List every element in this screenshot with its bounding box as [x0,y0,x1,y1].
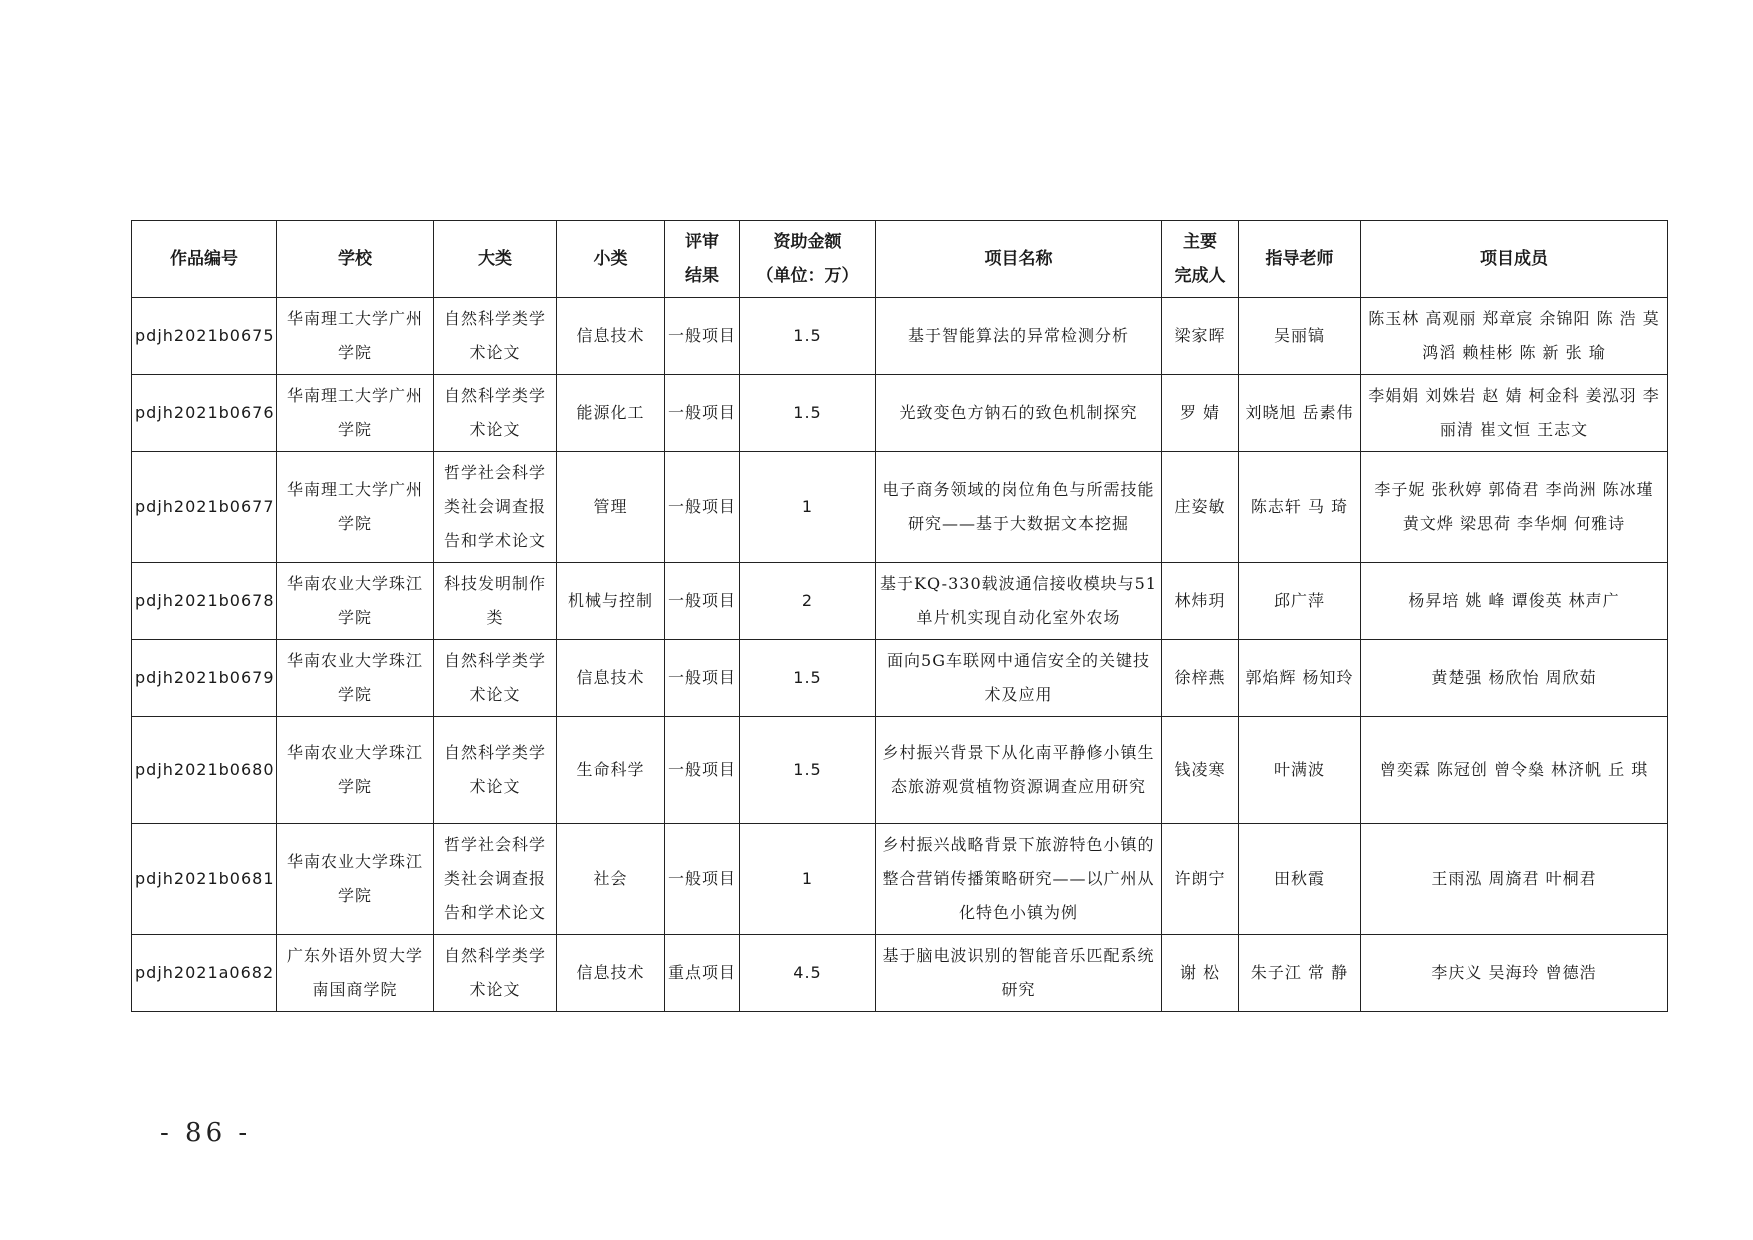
cell-id: pdjh2021b0679 [132,640,277,717]
header-project: 项目名称 [876,221,1162,298]
cell-amount: 1 [740,824,876,935]
cell-school: 华南农业大学珠江学院 [277,717,434,824]
cell-leader: 罗 婧 [1162,375,1239,452]
cell-leader: 梁家晖 [1162,298,1239,375]
cell-members: 李庆义 吴海玲 曾德浩 [1361,935,1668,1012]
header-leader-line2: 完成人 [1174,266,1226,286]
cell-category: 自然科学类学术论文 [434,640,557,717]
cell-subcategory: 机械与控制 [557,563,665,640]
cell-leader: 钱凌寒 [1162,717,1239,824]
cell-amount: 4.5 [740,935,876,1012]
header-advisor: 指导老师 [1239,221,1361,298]
cell-amount: 1.5 [740,640,876,717]
cell-category: 哲学社会科学类社会调查报告和学术论文 [434,452,557,563]
cell-id: pdjh2021b0680 [132,717,277,824]
table-row [132,375,1668,452]
cell-leader: 许朗宁 [1162,824,1239,935]
cell-leader: 徐梓燕 [1162,640,1239,717]
cell-subcategory: 生命科学 [557,717,665,824]
cell-subcategory: 信息技术 [557,935,665,1012]
header-amount [740,221,876,298]
cell-members: 李娟娟 刘姝岩 赵 婧 柯金科 姜泓羽 李丽清 崔文恒 王志文 [1361,375,1668,452]
cell-subcategory: 信息技术 [557,298,665,375]
header-result-line2: 结果 [685,266,719,286]
funding-results-table [131,220,1668,1012]
cell-advisor: 朱子江 常 静 [1239,935,1361,1012]
cell-project: 基于KQ-330载波通信接收模块与51单片机实现自动化室外农场 [876,563,1162,640]
cell-id: pdjh2021b0676 [132,375,277,452]
cell-result: 一般项目 [665,563,740,640]
cell-leader: 林炜玥 [1162,563,1239,640]
cell-amount: 1.5 [740,717,876,824]
cell-project: 光致变色方钠石的致色机制探究 [876,375,1162,452]
table-row [132,640,1668,717]
table-row [132,717,1668,824]
cell-result: 重点项目 [665,935,740,1012]
cell-members: 杨昇培 姚 峰 谭俊英 林声广 [1361,563,1668,640]
cell-members: 曾奕霖 陈冠创 曾令燊 林济帆 丘 琪 [1361,717,1668,824]
cell-category: 自然科学类学术论文 [434,298,557,375]
header-members: 项目成员 [1361,221,1668,298]
cell-result: 一般项目 [665,717,740,824]
cell-members: 李子妮 张秋婷 郭倚君 李尚洲 陈冰瑾 黄文烨 梁思荷 李华炯 何雅诗 [1361,452,1668,563]
cell-subcategory: 社会 [557,824,665,935]
cell-school: 华南理工大学广州学院 [277,298,434,375]
cell-school: 广东外语外贸大学南国商学院 [277,935,434,1012]
cell-school: 华南农业大学珠江学院 [277,640,434,717]
cell-project: 基于脑电波识别的智能音乐匹配系统研究 [876,935,1162,1012]
cell-members: 王雨泓 周旖君 叶桐君 [1361,824,1668,935]
cell-advisor: 陈志轩 马 琦 [1239,452,1361,563]
cell-school: 华南理工大学广州学院 [277,375,434,452]
cell-advisor: 邱广萍 [1239,563,1361,640]
header-result [665,221,740,298]
cell-school: 华南农业大学珠江学院 [277,563,434,640]
cell-members: 黄楚强 杨欣怡 周欣茹 [1361,640,1668,717]
table-row [132,452,1668,563]
cell-result: 一般项目 [665,298,740,375]
table-row [132,563,1668,640]
cell-category: 自然科学类学术论文 [434,375,557,452]
cell-advisor: 叶满波 [1239,717,1361,824]
table-header-row [132,221,1668,298]
page-number: - 86 - [160,1118,252,1148]
table-row [132,298,1668,375]
cell-amount: 1.5 [740,375,876,452]
cell-advisor: 郭焰辉 杨知玲 [1239,640,1361,717]
header-amount-line2: （单位：万） [756,266,859,286]
table-row [132,824,1668,935]
cell-category: 自然科学类学术论文 [434,935,557,1012]
cell-amount: 2 [740,563,876,640]
cell-amount: 1.5 [740,298,876,375]
cell-subcategory: 能源化工 [557,375,665,452]
cell-advisor: 吴丽镐 [1239,298,1361,375]
header-subcategory: 小类 [557,221,665,298]
cell-leader: 庄姿敏 [1162,452,1239,563]
cell-id: pdjh2021b0677 [132,452,277,563]
header-result-line1: 评审 [685,232,719,252]
cell-advisor: 田秋霞 [1239,824,1361,935]
cell-project: 乡村振兴战略背景下旅游特色小镇的整合营销传播策略研究——以广州从化特色小镇为例 [876,824,1162,935]
header-category: 大类 [434,221,557,298]
table-row [132,935,1668,1012]
cell-subcategory: 管理 [557,452,665,563]
cell-project: 乡村振兴背景下从化南平静修小镇生态旅游观赏植物资源调查应用研究 [876,717,1162,824]
cell-id: pdjh2021b0678 [132,563,277,640]
cell-leader: 谢 松 [1162,935,1239,1012]
cell-advisor: 刘晓旭 岳素伟 [1239,375,1361,452]
cell-amount: 1 [740,452,876,563]
header-school: 学校 [277,221,434,298]
cell-id: pdjh2021b0675 [132,298,277,375]
cell-project: 面向5G车联网中通信安全的关键技术及应用 [876,640,1162,717]
cell-category: 自然科学类学术论文 [434,717,557,824]
cell-school: 华南理工大学广州学院 [277,452,434,563]
cell-result: 一般项目 [665,452,740,563]
cell-id: pdjh2021a0682 [132,935,277,1012]
cell-members: 陈玉林 高观丽 郑章宸 余锦阳 陈 浩 莫鸿滔 赖桂彬 陈 新 张 瑜 [1361,298,1668,375]
cell-result: 一般项目 [665,824,740,935]
header-id: 作品编号 [132,221,277,298]
cell-result: 一般项目 [665,640,740,717]
cell-category: 哲学社会科学类社会调查报告和学术论文 [434,824,557,935]
header-amount-line1: 资助金额 [773,232,842,252]
cell-result: 一般项目 [665,375,740,452]
header-leader [1162,221,1239,298]
cell-subcategory: 信息技术 [557,640,665,717]
cell-id: pdjh2021b0681 [132,824,277,935]
cell-school: 华南农业大学珠江学院 [277,824,434,935]
header-leader-line1: 主要 [1183,232,1217,252]
cell-project: 电子商务领域的岗位角色与所需技能研究——基于大数据文本挖掘 [876,452,1162,563]
cell-project: 基于智能算法的异常检测分析 [876,298,1162,375]
cell-category: 科技发明制作类 [434,563,557,640]
